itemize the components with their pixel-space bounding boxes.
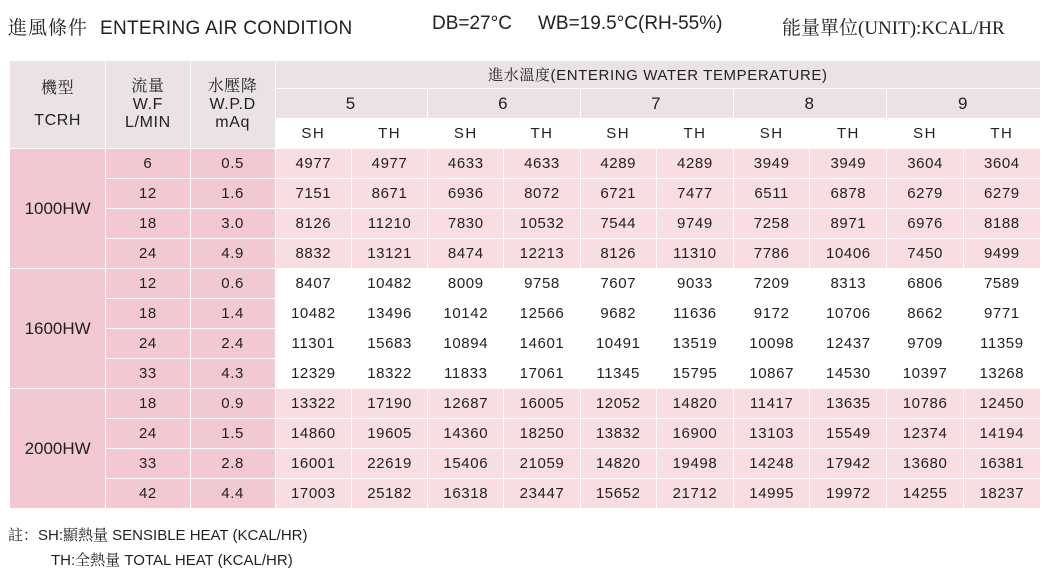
sh-value-cell: 9709 bbox=[887, 329, 963, 359]
th-value-cell: 8313 bbox=[810, 269, 887, 299]
sh-value-cell: 10098 bbox=[734, 329, 810, 359]
sh-value-cell: 16001 bbox=[275, 449, 351, 479]
sh-value-cell: 14248 bbox=[734, 449, 810, 479]
sh-value-cell: 6511 bbox=[734, 179, 810, 209]
table-row bbox=[10, 239, 1041, 269]
th-value-cell: 12213 bbox=[504, 239, 580, 269]
th-value-cell: 18322 bbox=[351, 359, 427, 389]
th-header: TH bbox=[656, 119, 733, 149]
th-value-cell: 14530 bbox=[810, 359, 887, 389]
wpd-cell: 2.8 bbox=[190, 449, 275, 479]
flow-cell: 24 bbox=[106, 239, 190, 269]
sh-value-cell: 10894 bbox=[428, 329, 504, 359]
wpd-cell: 3.0 bbox=[190, 209, 275, 239]
flow-cell: 24 bbox=[106, 419, 190, 449]
sh-value-cell: 8407 bbox=[275, 269, 351, 299]
temp-header: 8 bbox=[734, 89, 887, 119]
sh-value-cell: 7544 bbox=[580, 209, 656, 239]
th-value-cell: 11359 bbox=[963, 329, 1040, 359]
flow-header-cn: 流量 bbox=[131, 77, 165, 95]
th-value-cell: 15683 bbox=[351, 329, 427, 359]
sh-header: SH bbox=[275, 119, 351, 149]
th-value-cell: 17942 bbox=[810, 449, 887, 479]
sh-value-cell: 12687 bbox=[428, 389, 504, 419]
th-value-cell: 8671 bbox=[351, 179, 427, 209]
capacity-table bbox=[9, 60, 1041, 509]
sh-value-cell: 10397 bbox=[887, 359, 963, 389]
th-value-cell: 6878 bbox=[810, 179, 887, 209]
th-value-cell: 21712 bbox=[656, 479, 733, 509]
wpd-cell: 1.4 bbox=[190, 299, 275, 329]
th-value-cell: 19498 bbox=[656, 449, 733, 479]
th-value-cell: 18237 bbox=[963, 479, 1040, 509]
th-header: TH bbox=[810, 119, 887, 149]
model-cell: 2000HW bbox=[10, 389, 106, 509]
sh-value-cell: 10482 bbox=[275, 299, 351, 329]
flow-cell: 18 bbox=[106, 299, 190, 329]
condition-title: ENTERING AIR CONDITION bbox=[100, 18, 353, 39]
sh-value-cell: 13322 bbox=[275, 389, 351, 419]
model-header-cn: 機型 bbox=[41, 79, 75, 97]
wpd-cell: 2.4 bbox=[190, 329, 275, 359]
table-row bbox=[10, 299, 1041, 329]
th-value-cell: 21059 bbox=[504, 449, 580, 479]
th-value-cell: 16381 bbox=[963, 449, 1040, 479]
sh-value-cell: 14995 bbox=[734, 479, 810, 509]
entering-water-header: 進水溫度(ENTERING WATER TEMPERATURE) bbox=[275, 61, 1040, 89]
th-value-cell: 18250 bbox=[504, 419, 580, 449]
model-cell: 1000HW bbox=[10, 149, 106, 269]
th-value-cell: 11210 bbox=[351, 209, 427, 239]
note-sensible-heat: 註：SH:顯熱量 SENSIBLE HEAT (KCAL/HR) bbox=[8, 527, 308, 544]
sh-value-cell: 7450 bbox=[887, 239, 963, 269]
sh-value-cell: 14360 bbox=[428, 419, 504, 449]
sh-value-cell: 7209 bbox=[734, 269, 810, 299]
flow-cell: 6 bbox=[106, 149, 190, 179]
sh-value-cell: 6976 bbox=[887, 209, 963, 239]
temp-header: 9 bbox=[887, 89, 1041, 119]
sh-header: SH bbox=[428, 119, 504, 149]
sh-value-cell: 6806 bbox=[887, 269, 963, 299]
table-body bbox=[10, 149, 1041, 509]
th-header: TH bbox=[504, 119, 580, 149]
wpd-cell: 4.4 bbox=[190, 479, 275, 509]
th-value-cell: 25182 bbox=[351, 479, 427, 509]
th-value-cell: 10406 bbox=[810, 239, 887, 269]
th-value-cell: 13519 bbox=[656, 329, 733, 359]
th-value-cell: 10532 bbox=[504, 209, 580, 239]
sh-value-cell: 4289 bbox=[580, 149, 656, 179]
th-value-cell: 9749 bbox=[656, 209, 733, 239]
th-header: TH bbox=[963, 119, 1040, 149]
th-value-cell: 14194 bbox=[963, 419, 1040, 449]
th-value-cell: 7589 bbox=[963, 269, 1040, 299]
condition-label: 進風條件 bbox=[8, 17, 89, 39]
wpd-cell: 1.6 bbox=[190, 179, 275, 209]
sh-value-cell: 3949 bbox=[734, 149, 810, 179]
table-row bbox=[10, 449, 1041, 479]
wpd-header-abbr: W.P.D bbox=[209, 95, 256, 113]
th-value-cell: 12566 bbox=[504, 299, 580, 329]
th-value-cell: 15795 bbox=[656, 359, 733, 389]
flow-cell: 12 bbox=[106, 179, 190, 209]
th-value-cell: 13121 bbox=[351, 239, 427, 269]
sh-value-cell: 14860 bbox=[275, 419, 351, 449]
flow-cell: 18 bbox=[106, 209, 190, 239]
sh-value-cell: 10142 bbox=[428, 299, 504, 329]
sh-value-cell: 12374 bbox=[887, 419, 963, 449]
temp-header: 7 bbox=[580, 89, 733, 119]
th-value-cell: 13268 bbox=[963, 359, 1040, 389]
th-value-cell: 4633 bbox=[504, 149, 580, 179]
note-total-heat: TH:全熱量 TOTAL HEAT (KCAL/HR) bbox=[51, 552, 293, 569]
wpd-cell: 4.9 bbox=[190, 239, 275, 269]
th-value-cell: 3604 bbox=[963, 149, 1040, 179]
th-value-cell: 16005 bbox=[504, 389, 580, 419]
sh-value-cell: 12329 bbox=[275, 359, 351, 389]
th-value-cell: 22619 bbox=[351, 449, 427, 479]
wpd-cell: 0.6 bbox=[190, 269, 275, 299]
sh-header: SH bbox=[580, 119, 656, 149]
th-value-cell: 9758 bbox=[504, 269, 580, 299]
th-value-cell: 12450 bbox=[963, 389, 1040, 419]
table-row bbox=[10, 389, 1041, 419]
sh-value-cell: 6279 bbox=[887, 179, 963, 209]
th-value-cell: 11310 bbox=[656, 239, 733, 269]
sh-value-cell: 9172 bbox=[734, 299, 810, 329]
th-value-cell: 9771 bbox=[963, 299, 1040, 329]
th-value-cell: 17061 bbox=[504, 359, 580, 389]
th-value-cell: 15549 bbox=[810, 419, 887, 449]
sh-value-cell: 7786 bbox=[734, 239, 810, 269]
flow-cell: 18 bbox=[106, 389, 190, 419]
th-value-cell: 10706 bbox=[810, 299, 887, 329]
model-header bbox=[10, 61, 106, 149]
flow-header bbox=[106, 61, 190, 149]
flow-cell: 24 bbox=[106, 329, 190, 359]
sh-value-cell: 7151 bbox=[275, 179, 351, 209]
sh-header: SH bbox=[734, 119, 810, 149]
table-row bbox=[10, 479, 1041, 509]
flow-header-abbr: W.F bbox=[132, 95, 163, 113]
sh-value-cell: 6721 bbox=[580, 179, 656, 209]
th-value-cell: 8072 bbox=[504, 179, 580, 209]
sh-value-cell: 13103 bbox=[734, 419, 810, 449]
table-row bbox=[10, 329, 1041, 359]
table-row bbox=[10, 419, 1041, 449]
temp-header: 5 bbox=[275, 89, 427, 119]
model-cell: 1600HW bbox=[10, 269, 106, 389]
table-row bbox=[10, 179, 1041, 209]
th-value-cell: 14601 bbox=[504, 329, 580, 359]
sh-value-cell: 16318 bbox=[428, 479, 504, 509]
th-value-cell: 10482 bbox=[351, 269, 427, 299]
flow-cell: 33 bbox=[106, 449, 190, 479]
sh-value-cell: 14255 bbox=[887, 479, 963, 509]
sh-value-cell: 8009 bbox=[428, 269, 504, 299]
sh-value-cell: 7830 bbox=[428, 209, 504, 239]
sh-value-cell: 11301 bbox=[275, 329, 351, 359]
sh-value-cell: 15406 bbox=[428, 449, 504, 479]
sh-value-cell: 7258 bbox=[734, 209, 810, 239]
sh-value-cell: 10491 bbox=[580, 329, 656, 359]
wpd-header bbox=[190, 61, 275, 149]
dry-bulb-temp: DB=27°C bbox=[432, 13, 512, 34]
table-row bbox=[10, 149, 1041, 179]
sh-value-cell: 11417 bbox=[734, 389, 810, 419]
sh-value-cell: 8832 bbox=[275, 239, 351, 269]
th-value-cell: 13635 bbox=[810, 389, 887, 419]
th-value-cell: 7477 bbox=[656, 179, 733, 209]
wpd-header-cn: 水壓降 bbox=[207, 77, 258, 95]
sh-value-cell: 8662 bbox=[887, 299, 963, 329]
wpd-cell: 0.5 bbox=[190, 149, 275, 179]
sh-value-cell: 6936 bbox=[428, 179, 504, 209]
th-value-cell: 6279 bbox=[963, 179, 1040, 209]
table-row bbox=[10, 209, 1041, 239]
th-value-cell: 11636 bbox=[656, 299, 733, 329]
sh-value-cell: 15652 bbox=[580, 479, 656, 509]
notes bbox=[8, 523, 308, 573]
th-value-cell: 19605 bbox=[351, 419, 427, 449]
sh-value-cell: 3604 bbox=[887, 149, 963, 179]
flow-cell: 42 bbox=[106, 479, 190, 509]
sh-header: SH bbox=[887, 119, 963, 149]
th-value-cell: 16900 bbox=[656, 419, 733, 449]
sh-value-cell: 8126 bbox=[275, 209, 351, 239]
table-row bbox=[10, 359, 1041, 389]
capacity-unit: 能量單位(UNIT):KCAL/HR bbox=[782, 18, 1005, 39]
th-value-cell: 17190 bbox=[351, 389, 427, 419]
sh-value-cell: 11833 bbox=[428, 359, 504, 389]
th-value-cell: 3949 bbox=[810, 149, 887, 179]
wpd-cell: 0.9 bbox=[190, 389, 275, 419]
sh-value-cell: 12052 bbox=[580, 389, 656, 419]
th-value-cell: 8188 bbox=[963, 209, 1040, 239]
sh-value-cell: 4977 bbox=[275, 149, 351, 179]
temp-header: 6 bbox=[428, 89, 580, 119]
wpd-cell: 4.3 bbox=[190, 359, 275, 389]
sh-value-cell: 7607 bbox=[580, 269, 656, 299]
sh-value-cell: 8474 bbox=[428, 239, 504, 269]
th-value-cell: 12437 bbox=[810, 329, 887, 359]
flow-cell: 12 bbox=[106, 269, 190, 299]
th-value-cell: 4977 bbox=[351, 149, 427, 179]
th-value-cell: 4289 bbox=[656, 149, 733, 179]
sh-value-cell: 8126 bbox=[580, 239, 656, 269]
th-value-cell: 8971 bbox=[810, 209, 887, 239]
sh-value-cell: 4633 bbox=[428, 149, 504, 179]
th-value-cell: 13496 bbox=[351, 299, 427, 329]
page-title bbox=[8, 13, 1005, 40]
th-value-cell: 9499 bbox=[963, 239, 1040, 269]
header-row-1 bbox=[10, 61, 1041, 89]
table-row bbox=[10, 269, 1041, 299]
th-value-cell: 14820 bbox=[656, 389, 733, 419]
sh-value-cell: 14820 bbox=[580, 449, 656, 479]
flow-cell: 33 bbox=[106, 359, 190, 389]
sh-value-cell: 17003 bbox=[275, 479, 351, 509]
wpd-header-unit: mAq bbox=[215, 113, 250, 131]
flow-header-unit: L/MIN bbox=[125, 113, 171, 131]
th-value-cell: 23447 bbox=[504, 479, 580, 509]
sh-value-cell: 13832 bbox=[580, 419, 656, 449]
wet-bulb-temp: WB=19.5°C(RH-55%) bbox=[538, 13, 723, 34]
sh-value-cell: 10867 bbox=[734, 359, 810, 389]
th-header: TH bbox=[351, 119, 427, 149]
th-value-cell: 19972 bbox=[810, 479, 887, 509]
model-header-en: TCRH bbox=[34, 111, 82, 129]
th-value-cell: 9033 bbox=[656, 269, 733, 299]
wpd-cell: 1.5 bbox=[190, 419, 275, 449]
sh-value-cell: 11345 bbox=[580, 359, 656, 389]
sh-value-cell: 9682 bbox=[580, 299, 656, 329]
sh-value-cell: 13680 bbox=[887, 449, 963, 479]
sh-value-cell: 10786 bbox=[887, 389, 963, 419]
